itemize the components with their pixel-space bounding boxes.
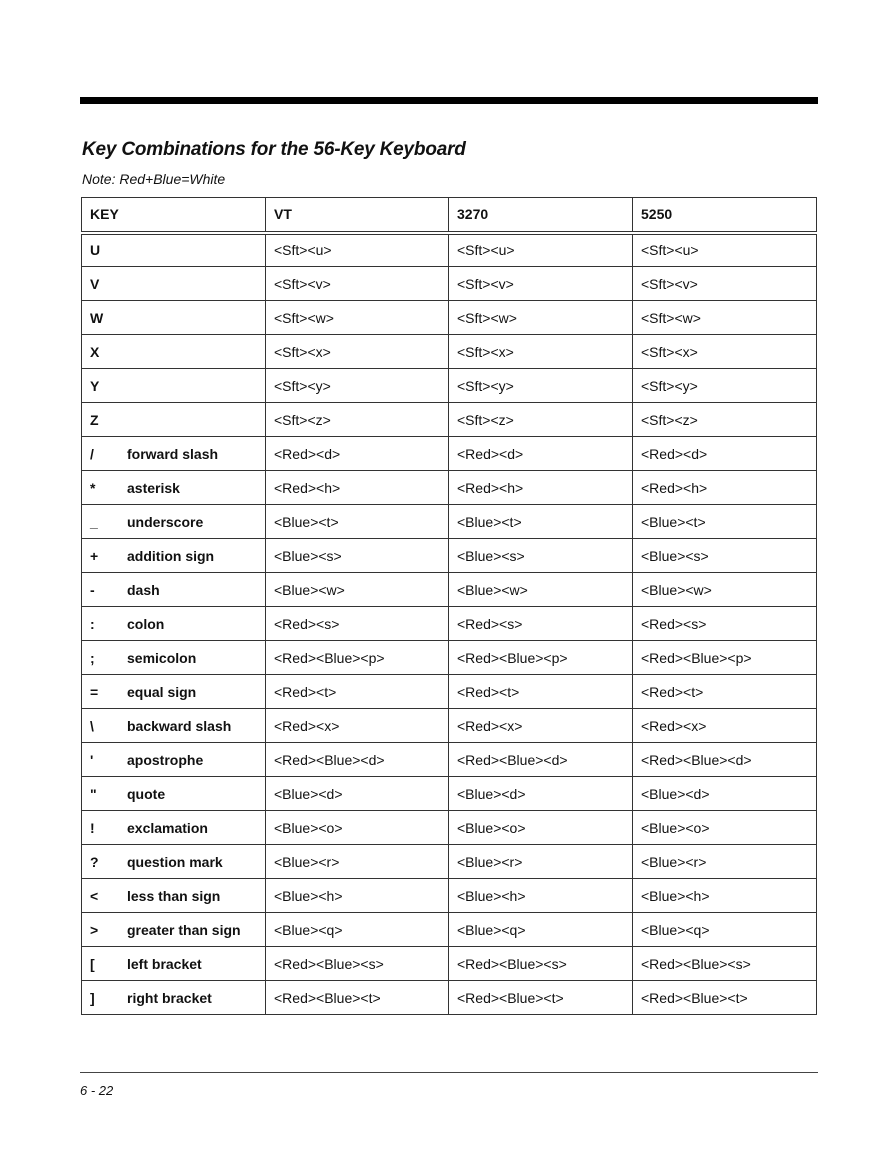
vt-cell: <Red><Blue><s>: [266, 947, 449, 981]
5250-cell: <Blue><t>: [633, 505, 817, 539]
table-header-row: [82, 198, 817, 233]
key-symbol: ;: [90, 649, 95, 666]
vt-cell: <Sft><v>: [266, 267, 449, 301]
table-row: [82, 675, 817, 709]
table-row: [82, 947, 817, 981]
key-symbol: *: [90, 479, 96, 496]
vt-cell: <Red><d>: [266, 437, 449, 471]
vt-cell: <Blue><w>: [266, 573, 449, 607]
3270-cell: <Sft><v>: [449, 267, 633, 301]
3270-cell: <Blue><d>: [449, 777, 633, 811]
vt-cell: <Sft><y>: [266, 369, 449, 403]
3270-cell: <Red><Blue><t>: [449, 981, 633, 1015]
3270-cell: <Sft><z>: [449, 403, 633, 437]
key-cell: [82, 301, 266, 335]
vt-cell: <Red><Blue><t>: [266, 981, 449, 1015]
key-symbol: [: [90, 955, 95, 972]
table-row: [82, 267, 817, 301]
5250-cell: <Blue><s>: [633, 539, 817, 573]
key-cell: [82, 233, 266, 267]
header-5250: 5250: [633, 198, 817, 233]
key-cell: [82, 573, 266, 607]
key-symbol: Y: [90, 377, 100, 394]
key-symbol: >: [90, 921, 99, 938]
key-cell: [82, 947, 266, 981]
vt-cell: <Red><x>: [266, 709, 449, 743]
header-3270: 3270: [449, 198, 633, 233]
3270-cell: <Blue><o>: [449, 811, 633, 845]
key-symbol: !: [90, 819, 95, 836]
key-symbol: <: [90, 887, 99, 904]
table-row: [82, 845, 817, 879]
3270-cell: <Red><Blue><d>: [449, 743, 633, 777]
key-symbol: V: [90, 275, 100, 292]
table-row: [82, 301, 817, 335]
table-row: [82, 913, 817, 947]
key-cell: [82, 403, 266, 437]
5250-cell: <Sft><y>: [633, 369, 817, 403]
key-symbol: :: [90, 615, 95, 632]
table-row: [82, 641, 817, 675]
vt-cell: <Red><t>: [266, 675, 449, 709]
key-cell: [82, 879, 266, 913]
key-name: backward slash: [127, 717, 232, 734]
key-name: equal sign: [127, 683, 197, 700]
3270-cell: <Red><s>: [449, 607, 633, 641]
key-name: apostrophe: [127, 751, 204, 768]
key-cell: [82, 981, 266, 1015]
5250-cell: <Blue><d>: [633, 777, 817, 811]
3270-cell: <Sft><w>: [449, 301, 633, 335]
vt-cell: <Red><s>: [266, 607, 449, 641]
key-name: quote: [127, 785, 166, 802]
vt-cell: <Blue><o>: [266, 811, 449, 845]
key-name: less than sign: [127, 887, 221, 904]
table-row: [82, 981, 817, 1015]
3270-cell: <Red><Blue><s>: [449, 947, 633, 981]
key-cell: [82, 641, 266, 675]
key-symbol: U: [90, 242, 101, 259]
key-combinations-table: [81, 197, 817, 1015]
table-row: [82, 539, 817, 573]
key-symbol: -: [90, 581, 95, 598]
key-symbol: =: [90, 683, 99, 700]
5250-cell: <Sft><w>: [633, 301, 817, 335]
key-cell: [82, 709, 266, 743]
key-cell: [82, 675, 266, 709]
table-row: [82, 369, 817, 403]
vt-cell: <Blue><t>: [266, 505, 449, 539]
table-row: [82, 505, 817, 539]
key-symbol: X: [90, 343, 100, 360]
5250-cell: <Red><Blue><d>: [633, 743, 817, 777]
key-cell: [82, 471, 266, 505]
table-body: [82, 233, 817, 1015]
3270-cell: <Blue><h>: [449, 879, 633, 913]
vt-cell: <Blue><h>: [266, 879, 449, 913]
key-name: asterisk: [127, 479, 180, 496]
key-name: question mark: [127, 853, 223, 870]
top-rule: [80, 97, 818, 104]
5250-cell: <Sft><x>: [633, 335, 817, 369]
key-name: addition sign: [127, 547, 215, 564]
key-symbol: +: [90, 547, 99, 564]
key-name: underscore: [127, 513, 204, 530]
table-row: [82, 709, 817, 743]
3270-cell: <Red><h>: [449, 471, 633, 505]
vt-cell: <Blue><d>: [266, 777, 449, 811]
vt-cell: <Red><Blue><d>: [266, 743, 449, 777]
vt-cell: <Sft><z>: [266, 403, 449, 437]
key-symbol: _: [90, 513, 98, 530]
5250-cell: <Red><d>: [633, 437, 817, 471]
table-row: [82, 573, 817, 607]
header-key: KEY: [82, 198, 266, 233]
key-cell: [82, 437, 266, 471]
5250-cell: <Red><h>: [633, 471, 817, 505]
vt-cell: <Red><h>: [266, 471, 449, 505]
table-row: [82, 811, 817, 845]
key-cell: [82, 777, 266, 811]
table-row: [82, 233, 817, 267]
key-name: exclamation: [127, 819, 208, 836]
5250-cell: <Sft><z>: [633, 403, 817, 437]
key-symbol: ]: [90, 989, 95, 1006]
vt-cell: <Blue><s>: [266, 539, 449, 573]
key-symbol: /: [90, 445, 94, 462]
5250-cell: <Red><x>: [633, 709, 817, 743]
key-cell: [82, 607, 266, 641]
5250-cell: <Red><t>: [633, 675, 817, 709]
key-cell: [82, 539, 266, 573]
3270-cell: <Sft><u>: [449, 233, 633, 267]
table-row: [82, 403, 817, 437]
table-row: [82, 607, 817, 641]
5250-cell: <Blue><q>: [633, 913, 817, 947]
5250-cell: <Blue><w>: [633, 573, 817, 607]
3270-cell: <Blue><r>: [449, 845, 633, 879]
3270-cell: <Blue><s>: [449, 539, 633, 573]
key-symbol: Z: [90, 411, 99, 428]
table-row: [82, 437, 817, 471]
5250-cell: <Red><Blue><s>: [633, 947, 817, 981]
3270-cell: <Sft><x>: [449, 335, 633, 369]
key-name: dash: [127, 581, 160, 598]
3270-cell: <Red><t>: [449, 675, 633, 709]
key-cell: [82, 369, 266, 403]
vt-cell: <Red><Blue><p>: [266, 641, 449, 675]
5250-cell: <Red><Blue><t>: [633, 981, 817, 1015]
key-name: semicolon: [127, 649, 197, 666]
key-name: greater than sign: [127, 921, 241, 938]
5250-cell: <Red><Blue><p>: [633, 641, 817, 675]
5250-cell: <Sft><u>: [633, 233, 817, 267]
5250-cell: <Sft><v>: [633, 267, 817, 301]
5250-cell: <Red><s>: [633, 607, 817, 641]
5250-cell: <Blue><r>: [633, 845, 817, 879]
note-text: Note: Red+Blue=White: [82, 171, 226, 187]
key-name: right bracket: [127, 989, 212, 1006]
key-cell: [82, 913, 266, 947]
table-row: [82, 335, 817, 369]
key-name: left bracket: [127, 955, 202, 972]
key-cell: [82, 505, 266, 539]
3270-cell: <Blue><q>: [449, 913, 633, 947]
3270-cell: <Red><x>: [449, 709, 633, 743]
key-cell: [82, 743, 266, 777]
bottom-rule: [80, 1072, 818, 1073]
3270-cell: <Red><d>: [449, 437, 633, 471]
key-cell: [82, 335, 266, 369]
vt-cell: <Sft><w>: [266, 301, 449, 335]
key-symbol: \: [90, 717, 94, 734]
3270-cell: <Blue><t>: [449, 505, 633, 539]
5250-cell: <Blue><o>: [633, 811, 817, 845]
key-name: colon: [127, 615, 165, 632]
table-row: [82, 777, 817, 811]
3270-cell: <Sft><y>: [449, 369, 633, 403]
vt-cell: <Blue><q>: [266, 913, 449, 947]
table-row: [82, 879, 817, 913]
key-symbol: ': [90, 751, 94, 768]
key-cell: [82, 267, 266, 301]
table-row: [82, 471, 817, 505]
key-symbol: ?: [90, 853, 99, 870]
vt-cell: <Sft><x>: [266, 335, 449, 369]
3270-cell: <Blue><w>: [449, 573, 633, 607]
key-name: forward slash: [127, 445, 219, 462]
key-symbol: W: [90, 309, 104, 326]
3270-cell: <Red><Blue><p>: [449, 641, 633, 675]
page-number: 6 - 22: [80, 1083, 114, 1098]
table-row: [82, 743, 817, 777]
key-symbol: ": [90, 785, 97, 802]
key-cell: [82, 845, 266, 879]
vt-cell: <Sft><u>: [266, 233, 449, 267]
header-vt: VT: [266, 198, 449, 233]
page-title: Key Combinations for the 56-Key Keyboard: [82, 139, 466, 160]
vt-cell: <Blue><r>: [266, 845, 449, 879]
key-cell: [82, 811, 266, 845]
5250-cell: <Blue><h>: [633, 879, 817, 913]
